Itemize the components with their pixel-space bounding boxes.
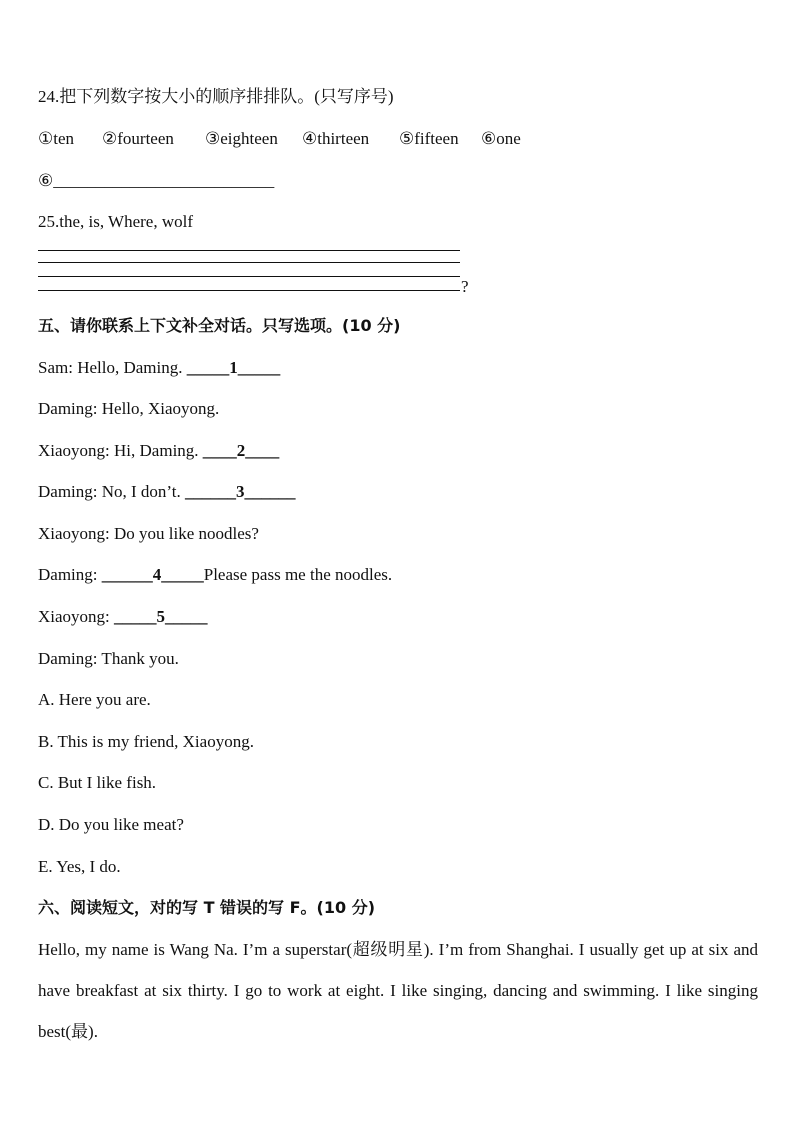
question-25-title: 25.the, is, Where, wolf	[38, 212, 194, 231]
option-3: ③eighteen	[205, 129, 278, 148]
answer-blank[interactable]: __________________________	[53, 171, 275, 190]
blank-5[interactable]: _____5_____	[114, 607, 208, 626]
choice-d: D. Do you like meat?	[38, 815, 184, 834]
blank-1[interactable]: _____1_____	[186, 358, 281, 377]
dialogue-line-2: Daming: Hello, Xiaoyong.	[38, 399, 220, 418]
option-5: ⑤fifteen	[399, 129, 459, 148]
section-6-heading: 六、阅读短文，对的写 T 错误的写 F。(10 分)	[38, 898, 376, 917]
option-1: ①ten	[38, 129, 75, 148]
answer-rule-1	[38, 250, 460, 251]
option-2: ②fourteen	[102, 129, 174, 148]
reading-passage: Hello, my name is Wang Na. I’m a superstar(超级明星). I’m from Shanghai. I usually get up at six and have breakfast at six thirty. I go to work at eight. I like singing, dancing and swimming. I like singing best(最).	[38, 940, 758, 1041]
question-24-options	[38, 128, 521, 150]
answer-prefix: ⑥	[38, 171, 54, 190]
question-24-answer-line	[38, 170, 274, 192]
answer-rule-2	[38, 262, 460, 263]
choice-e: E. Yes, I do.	[38, 857, 121, 876]
dialogue-line-5: Xiaoyong: Do you like noodles?	[38, 524, 259, 543]
answer-rule-3	[38, 276, 460, 277]
dialogue-line-7: Xiaoyong: _____5_____	[38, 607, 208, 626]
blank-4[interactable]: ______4_____	[101, 565, 204, 584]
dialogue-line-8: Daming: Thank you.	[38, 649, 179, 668]
answer-rule-4[interactable]	[38, 290, 460, 291]
option-6: ⑥one	[481, 129, 521, 148]
blank-3[interactable]: ______3______	[185, 482, 296, 501]
question-mark: ?	[461, 277, 469, 296]
choice-b: B. This is my friend, Xiaoyong.	[38, 732, 254, 751]
option-4: ④thirteen	[302, 129, 370, 148]
dialogue-line-3: Xiaoyong: Hi, Daming. ____2____	[38, 441, 280, 460]
blank-2[interactable]: ____2____	[202, 441, 280, 460]
dialogue-line-4: Daming: No, I don’t. ______3______	[38, 482, 296, 501]
section-5-heading: 五、请你联系上下文补全对话。只写选项。(10 分)	[38, 316, 401, 335]
dialogue-line-1: Sam: Hello, Daming. _____1_____	[38, 358, 281, 377]
choice-c: C. But I like fish.	[38, 773, 157, 792]
choice-a: A. Here you are.	[38, 690, 151, 709]
dialogue-line-6: Daming: ______4_____Please pass me the noodles.	[38, 565, 393, 584]
question-24-title: 24.把下列数字按大小的顺序排排队。(只写序号)	[38, 87, 394, 106]
